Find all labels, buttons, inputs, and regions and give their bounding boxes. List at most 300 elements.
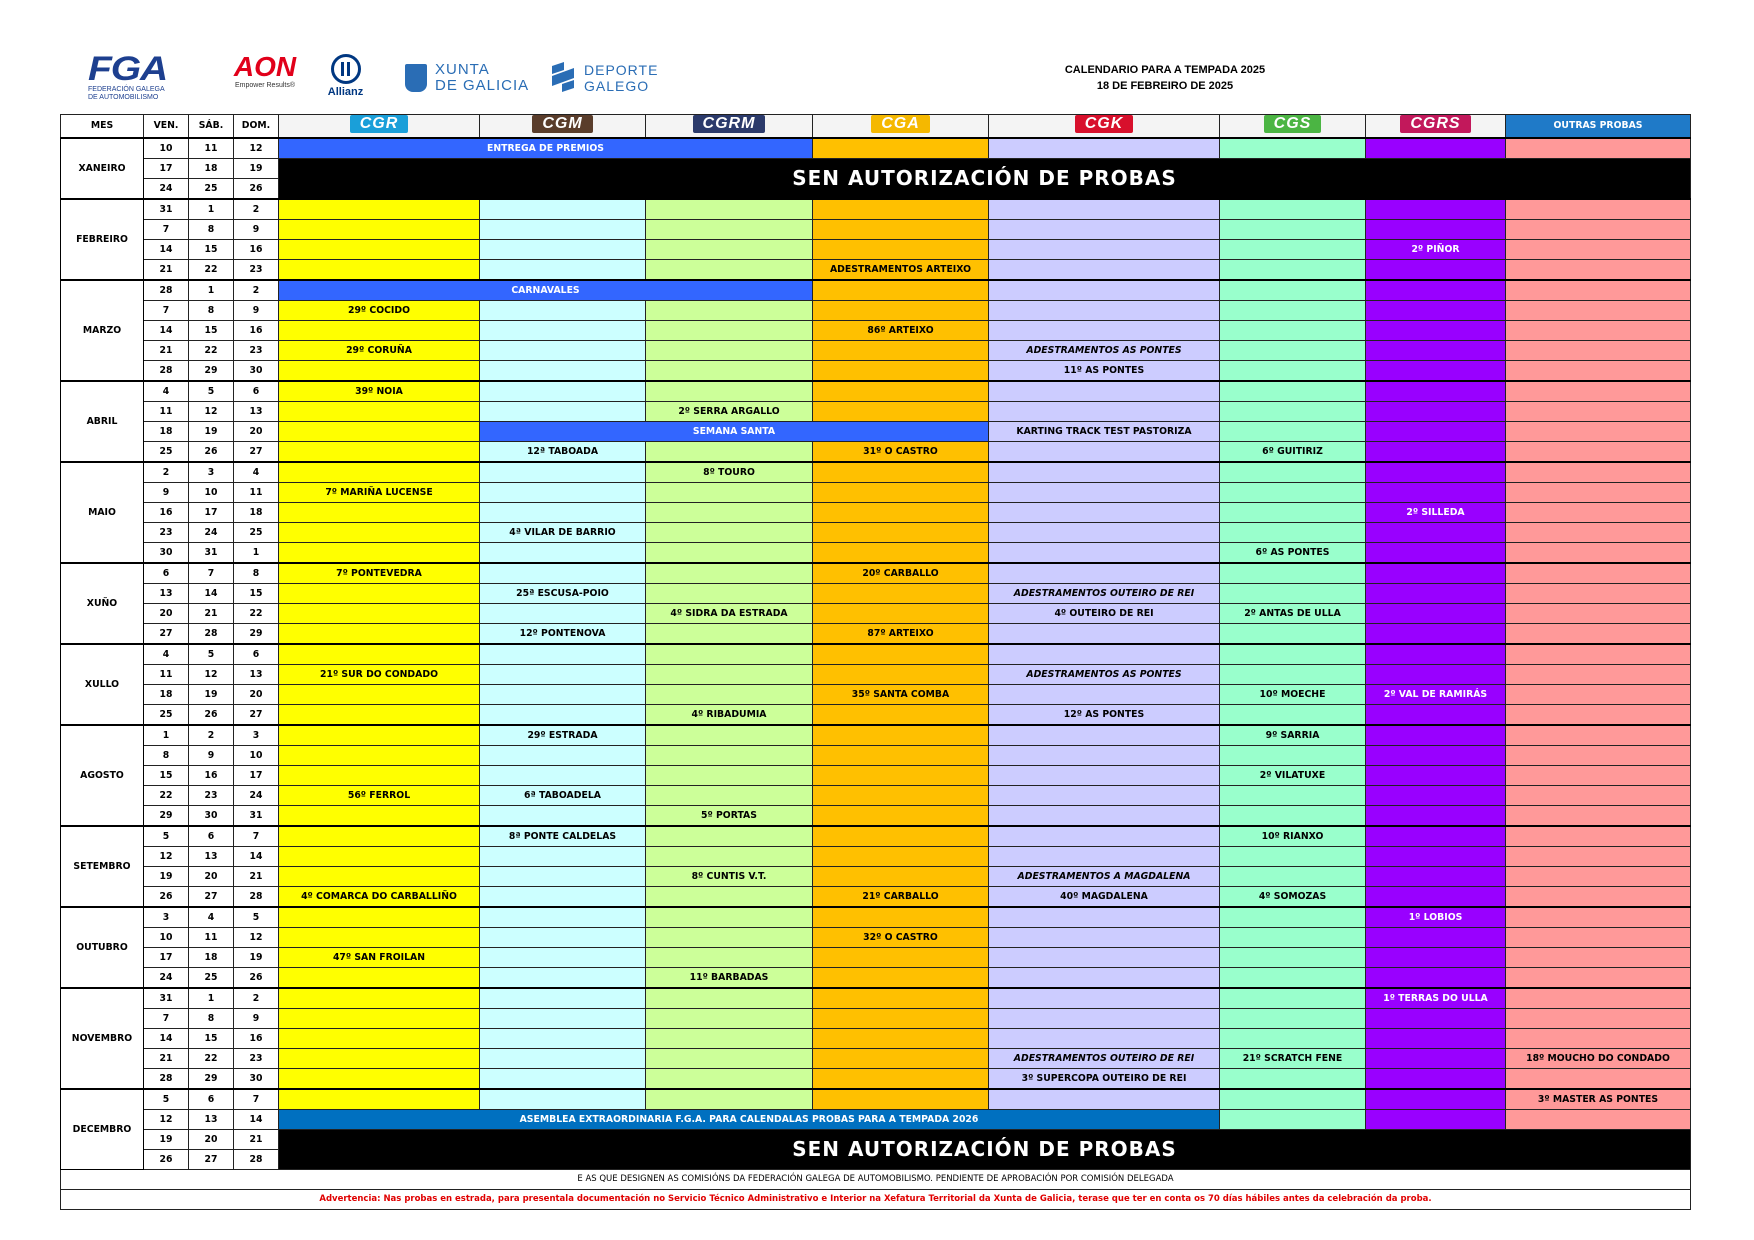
- month-label: XANEIRO: [61, 138, 144, 199]
- empty-cell: [1366, 644, 1506, 665]
- empty-cell: [480, 928, 646, 948]
- day-sunday: 10: [234, 746, 279, 766]
- table-row: [61, 199, 1691, 220]
- empty-cell: [279, 624, 480, 645]
- table-row: [61, 1130, 1691, 1150]
- empty-cell: [646, 301, 813, 321]
- day-friday: 4: [144, 381, 189, 402]
- empty-cell: [480, 301, 646, 321]
- empty-cell: [813, 341, 989, 361]
- empty-cell: [279, 321, 480, 341]
- month-label: ABRIL: [61, 381, 144, 462]
- empty-cell: [279, 199, 480, 220]
- day-saturday: 29: [189, 1069, 234, 1090]
- table-row: [61, 644, 1691, 665]
- empty-cell: [813, 867, 989, 887]
- day-friday: 7: [144, 220, 189, 240]
- empty-cell: [813, 826, 989, 847]
- empty-cell: [1366, 138, 1506, 159]
- empty-cell: [1220, 301, 1366, 321]
- empty-cell: [813, 503, 989, 523]
- empty-cell: [646, 644, 813, 665]
- empty-cell: [813, 907, 989, 928]
- empty-cell: [646, 483, 813, 503]
- day-sunday: 16: [234, 240, 279, 260]
- empty-cell: [813, 543, 989, 564]
- empty-cell: [1506, 887, 1691, 908]
- empty-cell: [1366, 523, 1506, 543]
- event-cell: 4º RIBADUMIA: [646, 705, 813, 726]
- empty-cell: [989, 280, 1220, 301]
- event-cell: 2º PIÑOR: [1366, 240, 1506, 260]
- day-saturday: 19: [189, 685, 234, 705]
- day-sunday: 20: [234, 685, 279, 705]
- empty-cell: [279, 685, 480, 705]
- empty-cell: [1506, 381, 1691, 402]
- empty-cell: [1220, 563, 1366, 584]
- table-row: [61, 948, 1691, 968]
- table-row: [61, 301, 1691, 321]
- empty-cell: [1366, 361, 1506, 382]
- empty-cell: [646, 442, 813, 463]
- empty-cell: [646, 988, 813, 1009]
- empty-cell: [989, 786, 1220, 806]
- empty-cell: [1506, 503, 1691, 523]
- day-saturday: 30: [189, 806, 234, 827]
- empty-cell: [1220, 199, 1366, 220]
- day-saturday: 15: [189, 240, 234, 260]
- table-row: [61, 523, 1691, 543]
- empty-cell: [646, 199, 813, 220]
- empty-cell: [1220, 968, 1366, 989]
- empty-cell: [1506, 260, 1691, 281]
- empty-cell: [646, 260, 813, 281]
- day-friday: 16: [144, 503, 189, 523]
- day-sunday: 5: [234, 907, 279, 928]
- day-sunday: 18: [234, 503, 279, 523]
- empty-cell: [646, 887, 813, 908]
- month-label: FEBREIRO: [61, 199, 144, 280]
- title-line-2: 18 DE FEBREIRO DE 2025: [1096, 80, 1234, 92]
- empty-cell: [989, 381, 1220, 402]
- empty-cell: [646, 1069, 813, 1090]
- event-cell: 86º ARTEIXO: [813, 321, 989, 341]
- col-cgm-logo: CGM: [480, 115, 646, 139]
- event-cell: 8º CUNTIS V.T.: [646, 867, 813, 887]
- empty-cell: [1506, 826, 1691, 847]
- event-cell: 4º SIDRA DA ESTRADA: [646, 604, 813, 624]
- empty-cell: [1366, 705, 1506, 726]
- empty-cell: [279, 1049, 480, 1069]
- empty-cell: [989, 1009, 1220, 1029]
- day-friday: 15: [144, 766, 189, 786]
- day-sunday: 6: [234, 644, 279, 665]
- empty-cell: [1506, 361, 1691, 382]
- table-row: [61, 847, 1691, 867]
- day-friday: 21: [144, 1049, 189, 1069]
- table-row: [61, 341, 1691, 361]
- empty-cell: [1220, 746, 1366, 766]
- table-row: [61, 1110, 1691, 1130]
- day-saturday: 24: [189, 523, 234, 543]
- day-friday: 8: [144, 746, 189, 766]
- day-sunday: 16: [234, 321, 279, 341]
- empty-cell: [646, 766, 813, 786]
- day-sunday: 22: [234, 604, 279, 624]
- table-row: [61, 483, 1691, 503]
- empty-cell: [1506, 928, 1691, 948]
- empty-cell: [813, 1089, 989, 1110]
- empty-cell: [1220, 665, 1366, 685]
- day-saturday: 12: [189, 402, 234, 422]
- empty-cell: [1506, 665, 1691, 685]
- empty-cell: [813, 462, 989, 483]
- empty-cell: [279, 968, 480, 989]
- day-sunday: 9: [234, 1009, 279, 1029]
- event-cell: 8ª PONTE CALDELAS: [480, 826, 646, 847]
- table-row: [61, 402, 1691, 422]
- empty-cell: [480, 1049, 646, 1069]
- table-row: [61, 826, 1691, 847]
- empty-cell: [480, 381, 646, 402]
- empty-cell: [813, 584, 989, 604]
- empty-cell: [989, 826, 1220, 847]
- empty-cell: [1366, 766, 1506, 786]
- table-row: [61, 1089, 1691, 1110]
- day-saturday: 13: [189, 1110, 234, 1130]
- empty-cell: [279, 220, 480, 240]
- month-label: NOVEMBRO: [61, 988, 144, 1089]
- event-cell: 6º AS PONTES: [1220, 543, 1366, 564]
- day-sunday: 25: [234, 523, 279, 543]
- empty-cell: [480, 260, 646, 281]
- table-row: [61, 766, 1691, 786]
- day-saturday: 26: [189, 442, 234, 463]
- day-saturday: 29: [189, 361, 234, 382]
- empty-cell: [1220, 644, 1366, 665]
- empty-cell: [813, 240, 989, 260]
- empty-cell: [813, 220, 989, 240]
- empty-cell: [1366, 483, 1506, 503]
- empty-cell: [1366, 1089, 1506, 1110]
- empty-cell: [1506, 422, 1691, 442]
- empty-cell: [279, 1089, 480, 1110]
- empty-cell: [279, 462, 480, 483]
- empty-cell: [279, 644, 480, 665]
- day-sunday: 15: [234, 584, 279, 604]
- empty-cell: [646, 503, 813, 523]
- empty-cell: [646, 1009, 813, 1029]
- empty-cell: [480, 402, 646, 422]
- col-outras: OUTRAS PROBAS: [1506, 115, 1691, 139]
- empty-cell: [1506, 1029, 1691, 1049]
- day-saturday: 8: [189, 220, 234, 240]
- empty-cell: [1506, 1009, 1691, 1029]
- event-cell: 3º SUPERCOPA OUTEIRO DE REI: [989, 1069, 1220, 1090]
- day-saturday: 10: [189, 483, 234, 503]
- empty-cell: [1220, 321, 1366, 341]
- empty-cell: [1366, 301, 1506, 321]
- event-cell: 20º CARBALLO: [813, 563, 989, 584]
- day-saturday: 4: [189, 907, 234, 928]
- event-cell: 21º SUR DO CONDADO: [279, 665, 480, 685]
- event-cell: 4ª VILAR DE BARRIO: [480, 523, 646, 543]
- day-sunday: 13: [234, 402, 279, 422]
- empty-cell: [1220, 1009, 1366, 1029]
- event-cell: 12º PONTENOVA: [480, 624, 646, 645]
- event-cell: KARTING TRACK TEST PASTORIZA: [989, 422, 1220, 442]
- empty-cell: [1366, 1110, 1506, 1130]
- day-sunday: 9: [234, 220, 279, 240]
- day-saturday: 17: [189, 503, 234, 523]
- event-cell: ASEMBLEA EXTRAORDINARIA F.G.A. PARA CALENDALAS PROBAS PARA A TEMPADA 2026: [279, 1110, 1220, 1130]
- day-sunday: 26: [234, 968, 279, 989]
- allianz-logo: Allianz: [318, 52, 373, 102]
- event-cell: SEN AUTORIZACIÓN DE PROBAS: [279, 1130, 1691, 1170]
- empty-cell: [1220, 503, 1366, 523]
- empty-cell: [1220, 928, 1366, 948]
- empty-cell: [480, 563, 646, 584]
- empty-cell: [480, 988, 646, 1009]
- day-friday: 12: [144, 1110, 189, 1130]
- empty-cell: [279, 260, 480, 281]
- empty-cell: [1506, 280, 1691, 301]
- day-sunday: 6: [234, 381, 279, 402]
- day-friday: 17: [144, 159, 189, 179]
- empty-cell: [813, 604, 989, 624]
- empty-cell: [279, 523, 480, 543]
- col-cgrs-logo: CGRS: [1366, 115, 1506, 139]
- table-row: [61, 361, 1691, 382]
- event-cell: 12º AS PONTES: [989, 705, 1220, 726]
- empty-cell: [1220, 1069, 1366, 1090]
- empty-cell: [989, 442, 1220, 463]
- day-sunday: 11: [234, 483, 279, 503]
- empty-cell: [989, 624, 1220, 645]
- empty-cell: [646, 1029, 813, 1049]
- empty-cell: [480, 341, 646, 361]
- table-row: [61, 867, 1691, 887]
- empty-cell: [1366, 1009, 1506, 1029]
- empty-cell: [1220, 138, 1366, 159]
- day-sunday: 29: [234, 624, 279, 645]
- empty-cell: [813, 199, 989, 220]
- empty-cell: [1506, 604, 1691, 624]
- event-cell: 7º PONTEVEDRA: [279, 563, 480, 584]
- day-saturday: 11: [189, 928, 234, 948]
- month-label: XUÑO: [61, 563, 144, 644]
- empty-cell: [1506, 301, 1691, 321]
- event-cell: 1º TERRAS DO ULLA: [1366, 988, 1506, 1009]
- event-cell: 47º SAN FROILAN: [279, 948, 480, 968]
- day-sunday: 28: [234, 887, 279, 908]
- empty-cell: [1506, 523, 1691, 543]
- empty-cell: [1220, 584, 1366, 604]
- day-sunday: 16: [234, 1029, 279, 1049]
- event-cell: 2º SERRA ARGALLO: [646, 402, 813, 422]
- table-row: [61, 543, 1691, 564]
- day-saturday: 9: [189, 746, 234, 766]
- event-cell: 39º NOIA: [279, 381, 480, 402]
- deporte-galego-icon: [550, 62, 576, 92]
- empty-cell: [1506, 220, 1691, 240]
- day-saturday: 5: [189, 644, 234, 665]
- empty-cell: [480, 240, 646, 260]
- empty-cell: [1506, 746, 1691, 766]
- table-row: [61, 462, 1691, 483]
- table-row: [61, 381, 1691, 402]
- empty-cell: [989, 1089, 1220, 1110]
- empty-cell: [480, 685, 646, 705]
- empty-cell: [646, 240, 813, 260]
- empty-cell: [1366, 1069, 1506, 1090]
- empty-cell: [480, 644, 646, 665]
- empty-cell: [1366, 806, 1506, 827]
- empty-cell: [813, 766, 989, 786]
- day-friday: 9: [144, 483, 189, 503]
- day-sunday: 2: [234, 199, 279, 220]
- empty-cell: [1366, 665, 1506, 685]
- empty-cell: [1506, 725, 1691, 746]
- empty-cell: [279, 584, 480, 604]
- col-cga-logo: CGA: [813, 115, 989, 139]
- table-row: [61, 220, 1691, 240]
- event-cell: 21º CARBALLO: [813, 887, 989, 908]
- table-row: [61, 907, 1691, 928]
- day-friday: 18: [144, 422, 189, 442]
- day-sunday: 7: [234, 1089, 279, 1110]
- table-row: [61, 806, 1691, 827]
- empty-cell: [480, 948, 646, 968]
- table-row: [61, 786, 1691, 806]
- empty-cell: [279, 928, 480, 948]
- xunta-shield-icon: [405, 64, 427, 92]
- empty-cell: [1366, 948, 1506, 968]
- table-row: [61, 240, 1691, 260]
- empty-cell: [1366, 280, 1506, 301]
- empty-cell: [1366, 1029, 1506, 1049]
- event-cell: 12ª TABOADA: [480, 442, 646, 463]
- empty-cell: [480, 806, 646, 827]
- day-saturday: 2: [189, 725, 234, 746]
- empty-cell: [813, 402, 989, 422]
- event-cell: 10º MOECHE: [1220, 685, 1366, 705]
- empty-cell: [646, 523, 813, 543]
- day-saturday: 12: [189, 665, 234, 685]
- day-friday: 26: [144, 887, 189, 908]
- col-mes: MES: [61, 115, 144, 139]
- day-friday: 24: [144, 179, 189, 200]
- empty-cell: [1220, 361, 1366, 382]
- empty-cell: [646, 361, 813, 382]
- empty-cell: [646, 907, 813, 928]
- empty-cell: [813, 665, 989, 685]
- day-friday: 6: [144, 563, 189, 584]
- day-saturday: 1: [189, 280, 234, 301]
- event-cell: 7º MARIÑA LUCENSE: [279, 483, 480, 503]
- empty-cell: [1506, 1069, 1691, 1090]
- day-friday: 21: [144, 341, 189, 361]
- empty-cell: [646, 725, 813, 746]
- day-friday: 10: [144, 928, 189, 948]
- empty-cell: [813, 523, 989, 543]
- empty-cell: [1220, 280, 1366, 301]
- empty-cell: [1220, 483, 1366, 503]
- day-friday: 2: [144, 462, 189, 483]
- event-cell: 32º O CASTRO: [813, 928, 989, 948]
- empty-cell: [279, 746, 480, 766]
- empty-cell: [1366, 928, 1506, 948]
- day-saturday: 13: [189, 847, 234, 867]
- day-sunday: 23: [234, 1049, 279, 1069]
- empty-cell: [989, 402, 1220, 422]
- table-row: [61, 624, 1691, 645]
- event-cell: 29º ESTRADA: [480, 725, 646, 746]
- table-row: [61, 321, 1691, 341]
- empty-cell: [989, 746, 1220, 766]
- empty-cell: [1366, 402, 1506, 422]
- empty-cell: [1366, 867, 1506, 887]
- day-sunday: 19: [234, 948, 279, 968]
- table-row: [61, 138, 1691, 159]
- table-row: [61, 604, 1691, 624]
- day-friday: 21: [144, 260, 189, 281]
- day-saturday: 20: [189, 1130, 234, 1150]
- empty-cell: [813, 301, 989, 321]
- empty-cell: [646, 1049, 813, 1069]
- day-friday: 11: [144, 402, 189, 422]
- empty-cell: [813, 483, 989, 503]
- empty-cell: [1366, 543, 1506, 564]
- empty-cell: [989, 806, 1220, 827]
- day-friday: 5: [144, 826, 189, 847]
- month-label: DECEMBRO: [61, 1089, 144, 1170]
- event-cell: SEN AUTORIZACIÓN DE PROBAS: [279, 159, 1691, 200]
- day-saturday: 20: [189, 867, 234, 887]
- empty-cell: [646, 220, 813, 240]
- empty-cell: [813, 138, 989, 159]
- day-sunday: 31: [234, 806, 279, 827]
- day-friday: 28: [144, 280, 189, 301]
- empty-cell: [646, 928, 813, 948]
- empty-cell: [1366, 381, 1506, 402]
- empty-cell: [279, 725, 480, 746]
- table-row: [61, 1029, 1691, 1049]
- event-cell: 6ª TABOADELA: [480, 786, 646, 806]
- empty-cell: [1506, 786, 1691, 806]
- empty-cell: [1366, 321, 1506, 341]
- event-cell: 8º TOURO: [646, 462, 813, 483]
- col-sab: SÁB.: [189, 115, 234, 139]
- event-cell: 9º SARRIA: [1220, 725, 1366, 746]
- empty-cell: [813, 806, 989, 827]
- day-sunday: 8: [234, 563, 279, 584]
- day-sunday: 2: [234, 280, 279, 301]
- empty-cell: [1366, 1049, 1506, 1069]
- empty-cell: [1506, 847, 1691, 867]
- table-row: [61, 503, 1691, 523]
- day-sunday: 17: [234, 766, 279, 786]
- empty-cell: [646, 584, 813, 604]
- event-cell: ENTREGA DE PREMIOS: [279, 138, 813, 159]
- day-sunday: 30: [234, 361, 279, 382]
- event-cell: 40º MAGDALENA: [989, 887, 1220, 908]
- event-cell: 31º O CASTRO: [813, 442, 989, 463]
- day-saturday: 1: [189, 988, 234, 1009]
- day-sunday: 23: [234, 260, 279, 281]
- empty-cell: [1366, 847, 1506, 867]
- day-sunday: 9: [234, 301, 279, 321]
